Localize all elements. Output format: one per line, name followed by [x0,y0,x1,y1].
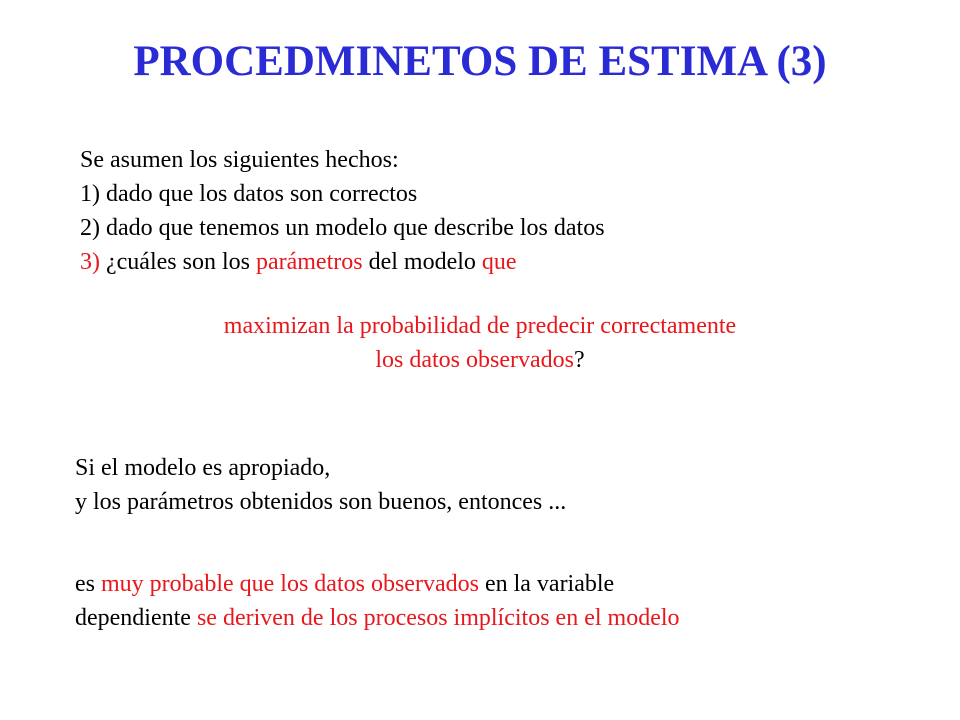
assumption-item-3-number: 3) [80,249,100,275]
assumption-item-3 [80,245,605,279]
question-mark: ? [574,347,585,373]
question-line-2-red: los datos observados [375,347,574,373]
implication-line-1 [75,567,680,601]
assumption-item-3-text-a: ¿cuáles son los [100,249,256,275]
question-line-1: maximizan la probabilidad de predecir correctamente [223,313,737,339]
assumption-item-3-text-c: del modelo [362,249,482,275]
conclusion-line-1: Si el modelo es apropiado, [75,455,331,481]
question-continuation [0,309,960,377]
implication-text [75,567,680,635]
assumption-item-2: 2) dado que tenemos un modelo que describe los datos [80,215,605,241]
assumption-item-1: 1) dado que los datos son correctos [80,181,418,207]
implication-line-2 [75,601,680,635]
assumption-item-3-que: que [481,249,517,275]
question-line-2 [0,343,960,377]
implication-line-1-a: es [75,571,101,597]
conclusion-text [75,451,566,519]
slide-title: PROCEDMINETOS DE ESTIMA (3) [133,38,827,85]
assumptions-intro: Se asumen los siguientes hechos: [80,147,399,173]
implication-line-2-red: se deriven de los procesos implícitos en el modelo [196,605,680,631]
conclusion-line-2: y los parámetros obtenidos son buenos, entonces ... [75,489,567,515]
implication-line-1-b: en la variable [478,571,615,597]
implication-line-2-a: dependiente [75,605,197,631]
assumption-item-3-parameters: parámetros [255,249,363,275]
implication-line-1-red: muy probable que los datos observados [101,571,479,597]
assumptions-list [80,143,605,279]
